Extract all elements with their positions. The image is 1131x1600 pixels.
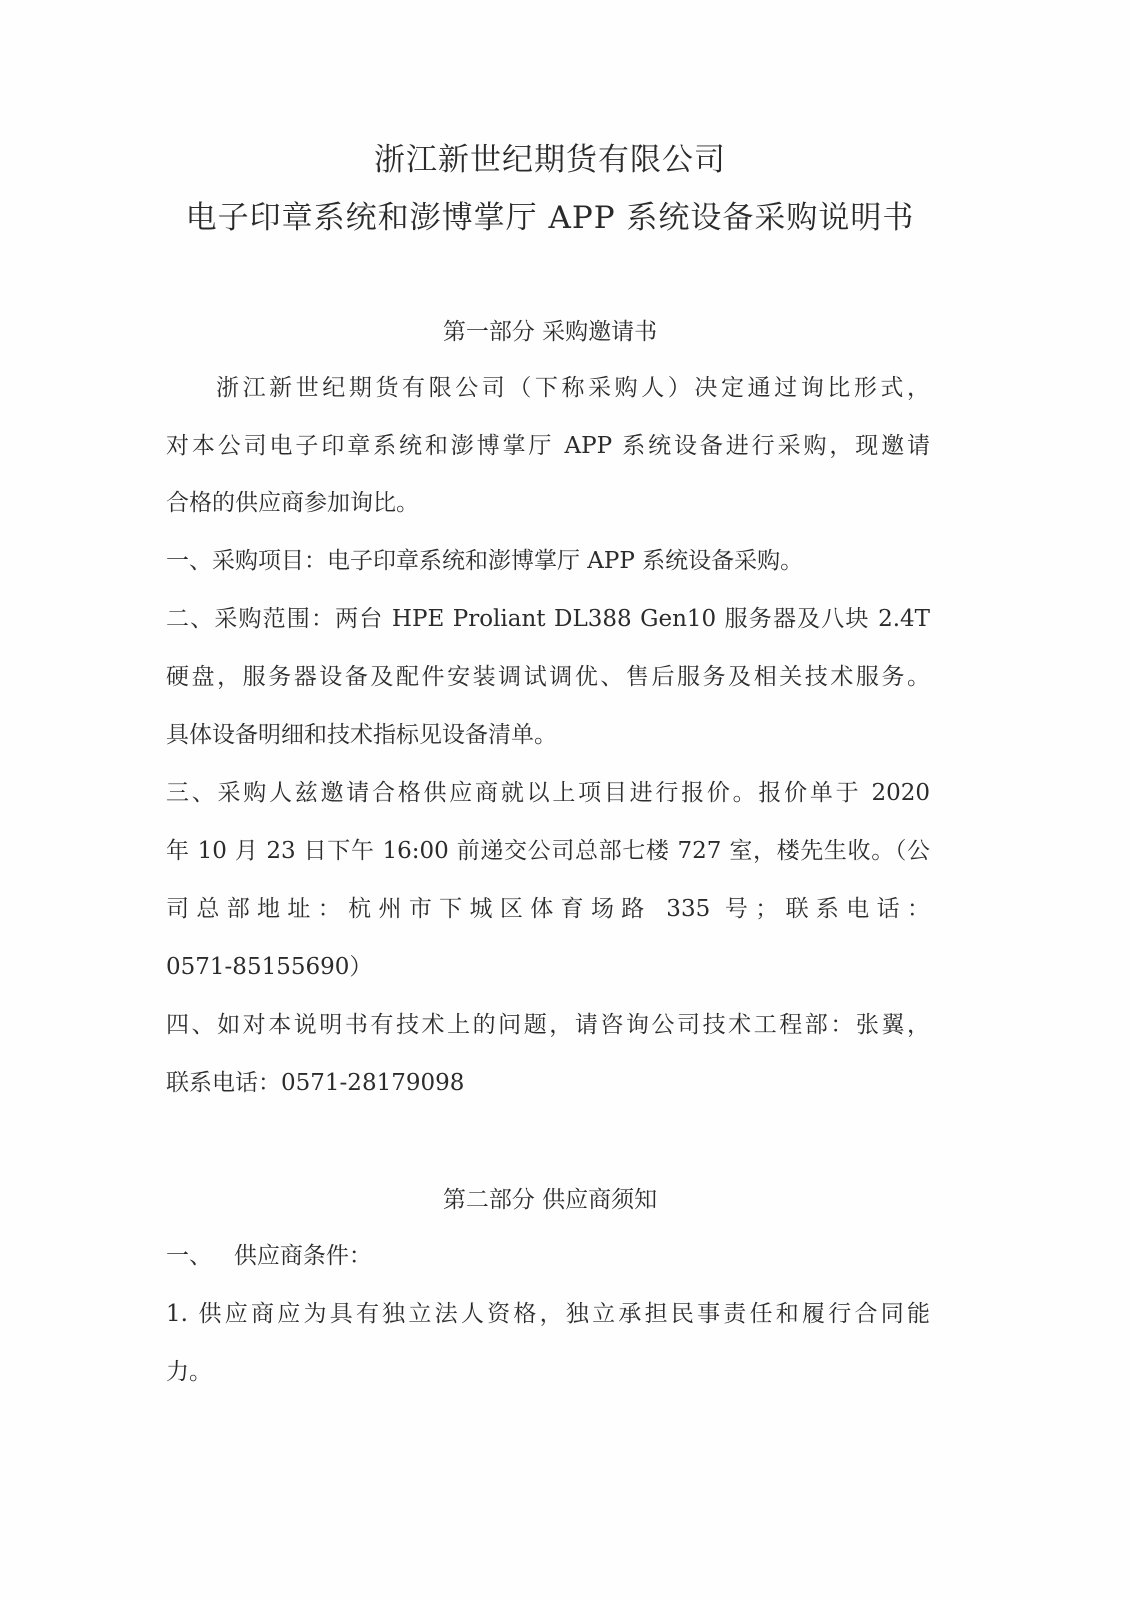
part1-item-quotation-cont: 年 10 月 23 日下午 16:00 前递交公司总部七楼 727 室，楼先生收。（公 (166, 838, 930, 864)
part1-item-technical-phone: 联系电话：0571-28179098 (166, 1070, 465, 1096)
part2-condition-1-cont: 力。 (166, 1359, 212, 1385)
part1-item-procurement-project: 一、采购项目：电子印章系统和澎博掌厅 APP 系统设备采购。 (166, 548, 804, 574)
part1-heading: 第一部分 采购邀请书 (442, 319, 658, 345)
part2-condition-1: 1. 供应商应为具有独立法人资格，独立承担民事责任和履行合同能 (166, 1301, 930, 1327)
part1-item-procurement-scope: 二、采购范围：两台 HPE Proliant DL388 Gen10 服务器及八块 2.4T (166, 606, 930, 632)
part1-paragraph-line: 浙江新世纪期货有限公司（下称采购人）决定通过询比形式， (216, 375, 930, 401)
part1-item-procurement-scope-cont: 具体设备明细和技术指标见设备清单。 (166, 722, 557, 748)
part2-heading: 第二部分 供应商须知 (442, 1187, 658, 1213)
part1-item-address: 司总部地址：杭州市下城区体育场路 335 号；联系电话： (166, 896, 930, 922)
part1-paragraph-line: 合格的供应商参加询比。 (166, 490, 419, 516)
document-title-subject: 电子印章系统和澎博掌厅 APP 系统设备采购说明书 (185, 200, 915, 236)
part1-paragraph-line: 对本公司电子印章系统和澎博掌厅 APP 系统设备进行采购，现邀请 (166, 433, 930, 459)
part1-item-quotation: 三、采购人兹邀请合格供应商就以上项目进行报价。报价单于 2020 (166, 780, 930, 806)
part1-item-phone: 0571-85155690） (166, 954, 373, 980)
part2-supplier-conditions: 一、 供应商条件： (166, 1243, 372, 1269)
part1-item-procurement-scope-cont: 硬盘，服务器设备及配件安装调试调优、售后服务及相关技术服务。 (166, 664, 930, 690)
document-title-company: 浙江新世纪期货有限公司 (374, 142, 726, 178)
part1-item-technical-contact: 四、如对本说明书有技术上的问题，请咨询公司技术工程部：张翼， (166, 1012, 930, 1038)
